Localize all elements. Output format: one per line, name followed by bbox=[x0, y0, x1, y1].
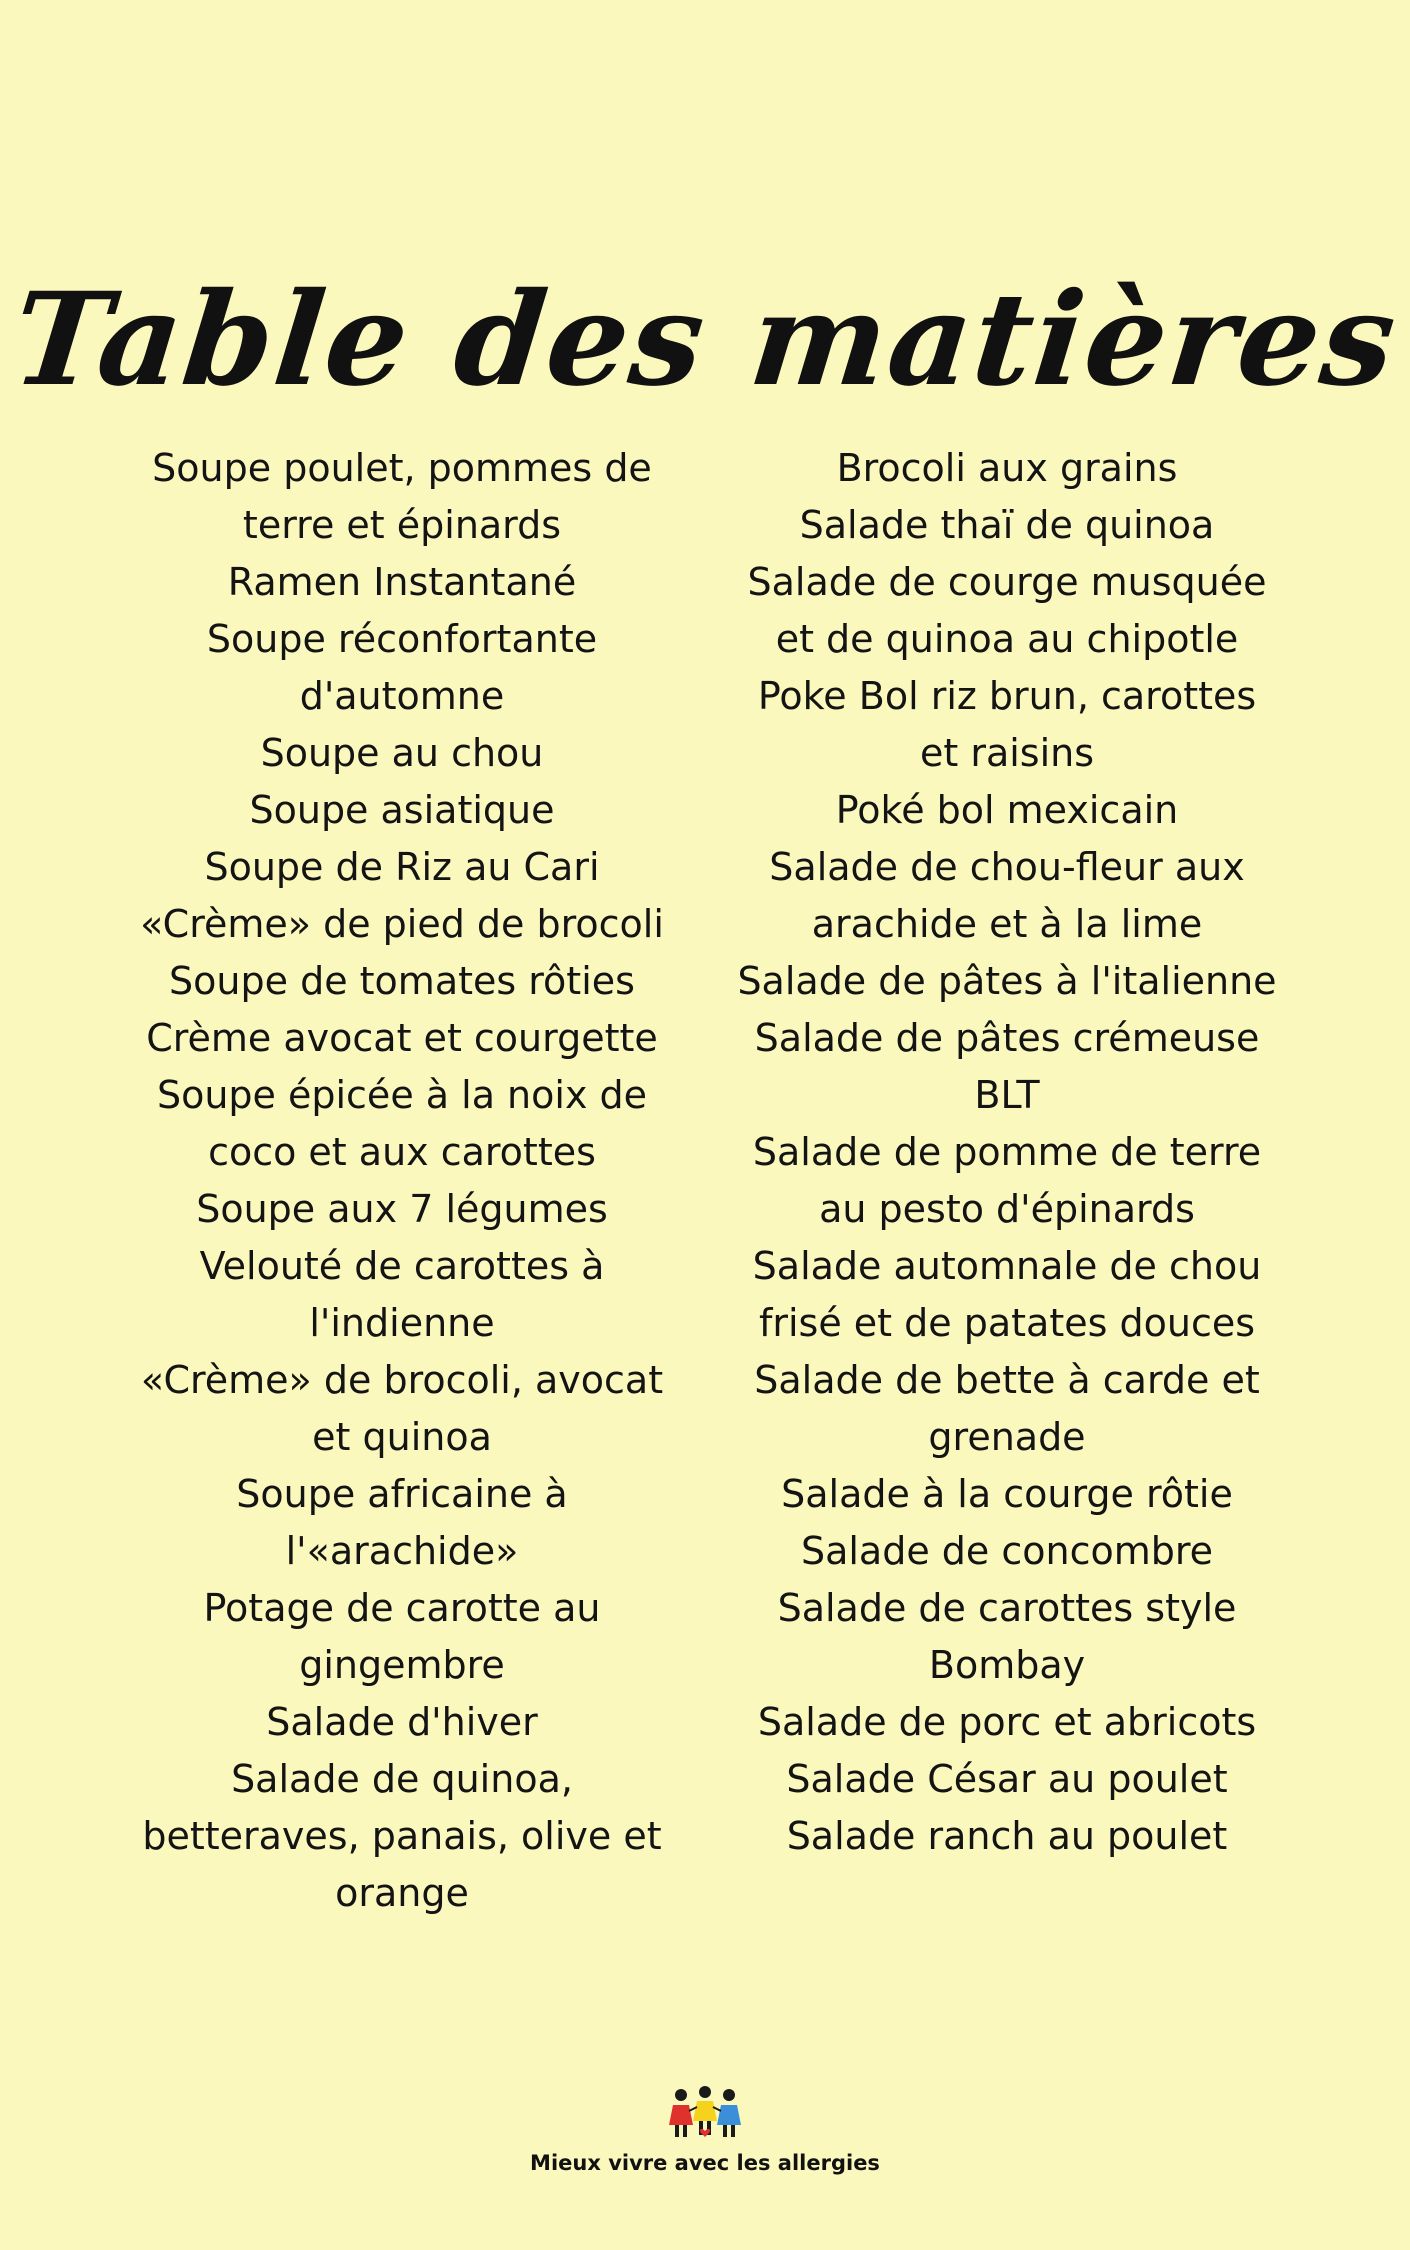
toc-entry: Salade de porc et abricots bbox=[757, 1700, 1257, 1744]
toc-entry: Potage de carotte au gingembre bbox=[203, 1586, 601, 1687]
toc-entry: Velouté de carottes à l'indienne bbox=[199, 1244, 605, 1345]
toc-entry: Salade thaï de quinoa bbox=[799, 503, 1215, 547]
toc-entry: Poké bol mexicain bbox=[835, 788, 1179, 832]
toc-entry: Soupe aux 7 légumes bbox=[196, 1187, 608, 1231]
toc-entry: Soupe épicée à la noix de coco et aux carottes bbox=[156, 1073, 648, 1174]
toc-entry: Salade César au poulet bbox=[786, 1757, 1228, 1801]
toc-entry: Ramen Instantané bbox=[227, 560, 577, 604]
toc-left-column bbox=[132, 440, 672, 1922]
toc-entry: Soupe de Riz au Cari bbox=[204, 845, 600, 889]
toc-entry: Salade ranch au poulet bbox=[786, 1814, 1228, 1858]
toc-entry: Brocoli aux grains bbox=[836, 446, 1178, 490]
toc-entry: Salade de pâtes crémeuse BLT bbox=[754, 1016, 1260, 1117]
toc-entry: Salade de concombre bbox=[800, 1529, 1214, 1573]
toc-entry: Soupe poulet, pommes de terre et épinards bbox=[152, 446, 652, 547]
toc-entry: «Crème» de pied de brocoli bbox=[140, 902, 664, 946]
toc-entry: Salade à la courge rôtie bbox=[781, 1472, 1233, 1516]
toc-entry: Soupe réconfortante d'automne bbox=[206, 617, 598, 718]
toc-entry: Salade de courge musquée et de quinoa au chipotle bbox=[747, 560, 1267, 661]
toc-entry: Salade de pomme de terre au pesto d'épinards bbox=[752, 1130, 1262, 1231]
toc-entry: Soupe au chou bbox=[260, 731, 544, 775]
toc-entry: Salade de quinoa, betteraves, panais, olive et orange bbox=[142, 1757, 662, 1915]
toc-entry: «Crème» de brocoli, avocat et quinoa bbox=[140, 1358, 664, 1459]
table-of-contents bbox=[0, 440, 1410, 2000]
toc-entry: Soupe de tomates rôties bbox=[169, 959, 635, 1003]
toc-entry: Salade de pâtes à l'italienne bbox=[737, 959, 1277, 1003]
page-title: Table des matières bbox=[6, 264, 1404, 415]
toc-entry: Salade d'hiver bbox=[266, 1700, 538, 1744]
toc-entry: Crème avocat et courgette bbox=[146, 1016, 658, 1060]
toc-entry: Salade de bette à carde et grenade bbox=[754, 1358, 1260, 1459]
toc-entry: Poke Bol riz brun, carottes et raisins bbox=[757, 674, 1257, 775]
footer bbox=[0, 2085, 1410, 2175]
brand-name: Mieux vivre avec les allergies bbox=[530, 2151, 880, 2175]
toc-entry: Soupe africaine à l'«arachide» bbox=[236, 1472, 568, 1573]
toc-right-column bbox=[737, 440, 1277, 1865]
toc-entry: Salade de chou-fleur aux arachide et à la lime bbox=[769, 845, 1245, 946]
toc-entry: Soupe asiatique bbox=[249, 788, 555, 832]
toc-entry: Salade automnale de chou frisé et de patates douces bbox=[752, 1244, 1262, 1345]
three-children-icon bbox=[665, 2085, 745, 2143]
toc-entry: Salade de carottes style Bombay bbox=[777, 1586, 1237, 1687]
